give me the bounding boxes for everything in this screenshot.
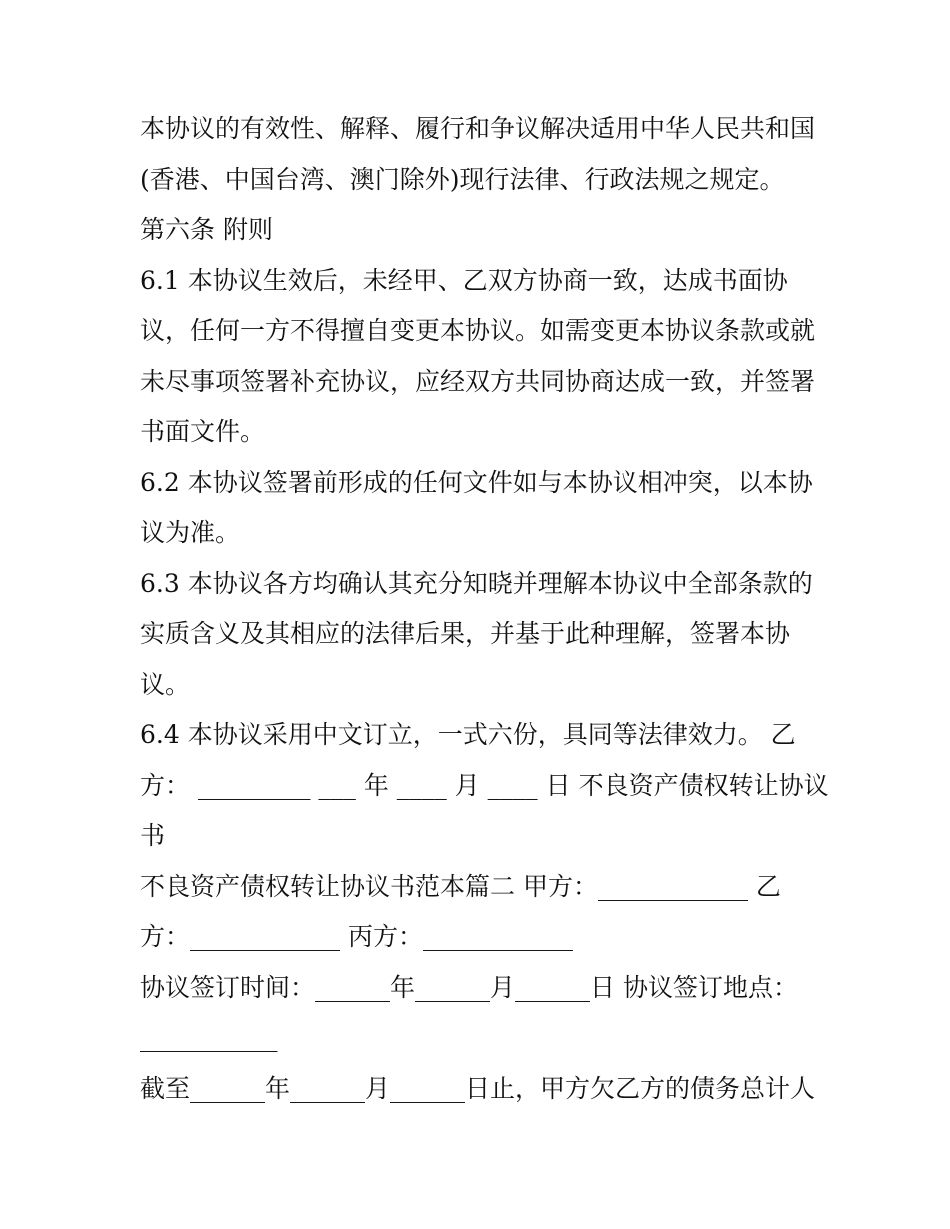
text-line: 实质含义及其相应的法律后果，并基于此种理解，签署本协 [140, 619, 791, 648]
section-heading: 第六条 附则 [140, 215, 273, 244]
text-line: 议。 [140, 669, 191, 699]
text-line: 截至______年______月______日止，甲方欠乙方的债务总计人 [140, 1073, 816, 1103]
text-line: (香港、中国台湾、澳门除外)现行法律、行政法规之规定。 [140, 164, 785, 194]
text-line: 不良资产债权转让协议书范本篇二 甲方：____________ 乙 [140, 871, 781, 901]
text-line: 6.1 本协议生效后，未经甲、乙双方协商一致，达成书面协 [140, 265, 788, 295]
text-line: 6.2 本协议签署前形成的任何文件如与本协议相冲突，以本协 [140, 467, 813, 497]
document-body [140, 104, 829, 1114]
text-line: 议为准。 [140, 518, 241, 547]
text-line: 方： _________ ___ 年 ____ 月 ____ 日 不良资产债权转让协议 [140, 770, 829, 800]
text-line: 6.4 本协议采用中文订立，一式六份，具同等法律效力。 乙 [140, 720, 796, 749]
text-line: ___________ [140, 1023, 278, 1052]
text-line: 6.3 本协议各方均确认其充分知晓并理解本协议中全部条款的 [140, 568, 813, 598]
text-line: 本协议的有效性、解释、履行和争议解决适用中华人民共和国 [140, 114, 816, 143]
text-line: 议，任何一方不得擅自变更本协议。如需变更本协议条款或就 [140, 316, 816, 345]
text-line: 书 [140, 821, 166, 850]
text-line: 方：____________ 丙方：____________ [140, 922, 573, 951]
text-line: 协议签订时间：______年______月______日 协议签订地点： [140, 972, 798, 1002]
text-line: 未尽事项签署补充协议，应经双方共同协商达成一致，并签署 [140, 366, 816, 396]
text-line: 书面文件。 [140, 417, 266, 446]
